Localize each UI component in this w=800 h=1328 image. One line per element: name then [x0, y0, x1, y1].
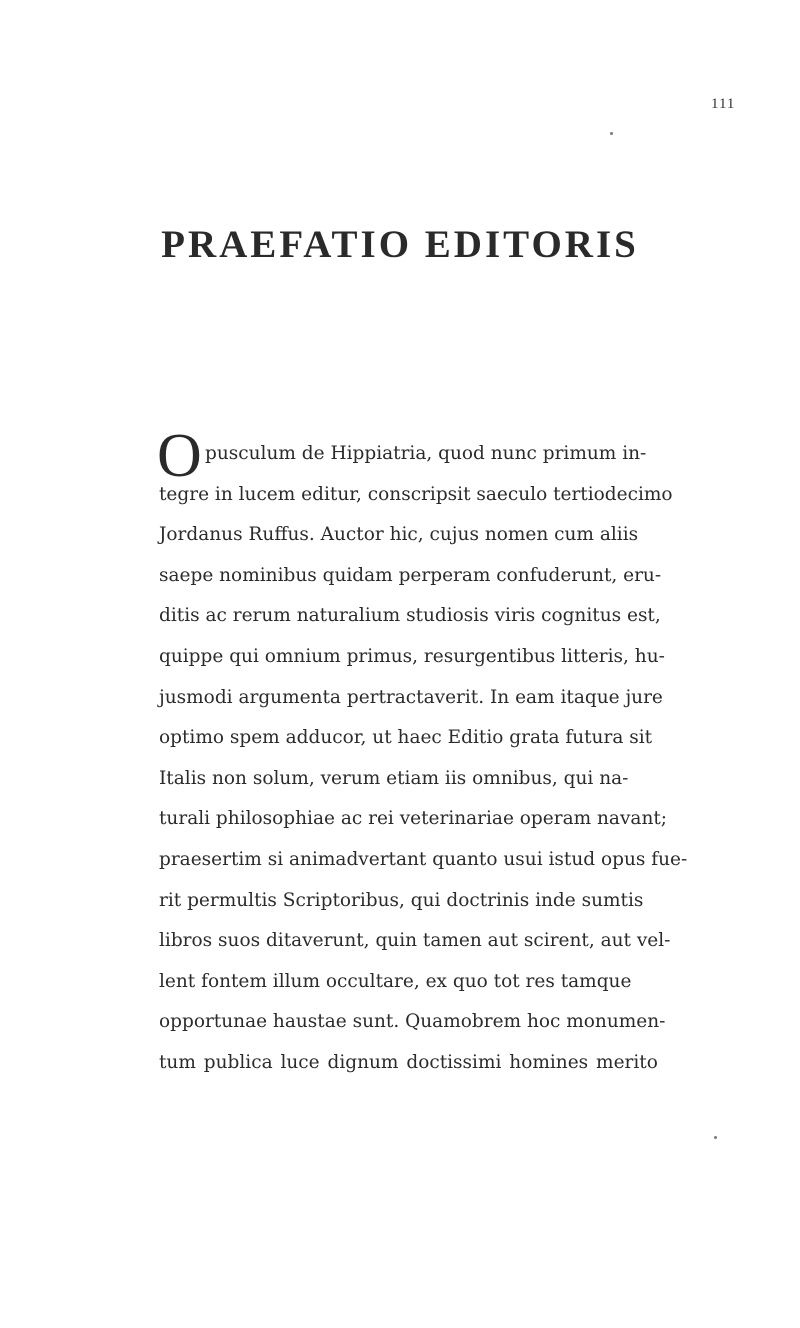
text-line-12: rit permultis Scriptoribus, qui doctrinis inde sumtis — [159, 889, 644, 911]
text-line-16: tum publica luce dignum doctissimi homines merito — [159, 1051, 658, 1073]
text-line-9: Italis non solum, verum etiam iis omnibus, qui na- — [159, 767, 629, 789]
text-line-10: turali philosophiae ac rei veterinariae operam navant; — [159, 808, 668, 830]
text-line-4: saepe nominibus quidam perperam confuderunt, eru- — [159, 564, 662, 586]
page-number: 111 — [711, 96, 736, 112]
preface-body — [157, 422, 688, 1084]
text-line-2: tegre in lucem editur, conscripsit saeculo tertiodecimo — [159, 483, 673, 505]
text-line-7: jusmodi argumenta pertractaverit. In eam itaque jure — [159, 686, 663, 708]
text-line-15: opportunae haustae sunt. Quamobrem hoc monumen- — [159, 1011, 666, 1033]
text-line-11: praesertim si animadvertant quanto usui istud opus fue- — [159, 848, 688, 870]
text-line-1: pusculum de Hippiatria, quod nunc primum in- — [205, 443, 647, 464]
page-title: PRAEFATIO EDITORIS — [161, 223, 639, 266]
paper-speck — [610, 132, 613, 135]
text-line-6: quippe qui omnium primus, resurgentibus litteris, hu- — [159, 645, 665, 667]
paper-speck — [714, 1136, 717, 1139]
text-line-14: lent fontem illum occultare, ex quo tot res tamque — [159, 970, 632, 992]
text-line-13: libros suos ditaverunt, quin tamen aut scirent, aut vel- — [159, 930, 671, 952]
drop-capital: O — [157, 422, 202, 490]
text-line-5: ditis ac rerum naturalium studiosis viris cognitus est, — [159, 605, 661, 627]
text-line-3: Jordanus Ruffus. Auctor hic, cujus nomen cum aliis — [159, 524, 639, 546]
text-line-8: optimo spem adducor, ut haec Editio grata futura sit — [159, 727, 653, 749]
